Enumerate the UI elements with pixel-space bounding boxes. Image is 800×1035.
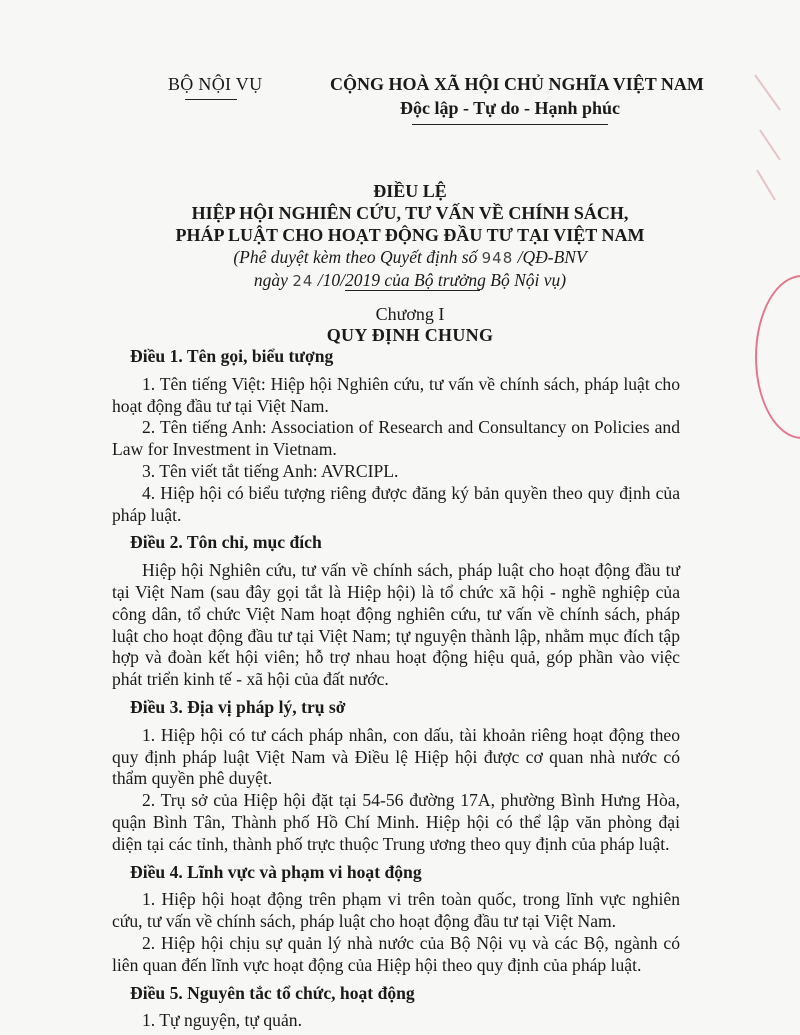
document-body [112,346,680,1032]
article-4-title: Điều 4. Lĩnh vực và phạm vi hoạt động [130,861,422,882]
date-suffix: /10/2019 của Bộ trưởng Bộ Nội vụ) [317,270,567,290]
title-underline [345,290,480,291]
article-2-title: Điều 2. Tôn chỉ, mục đích [130,532,322,553]
approval-day: 24 [292,272,314,290]
motto-underline [412,124,608,125]
date-prefix: ngày [253,270,288,290]
article-1-title: Điều 1. Tên gọi, biểu tượng [130,346,334,366]
margin-stamp-mark [745,70,785,220]
approval-date-line [130,269,690,292]
document-title-line-1: HIỆP HỘI NGHIÊN CỨU, TƯ VẤN VỀ CHÍNH SÁCH, [191,203,629,223]
chapter-heading [130,304,690,346]
article-5-title: Điều 5. Nguyên tắc tổ chức, hoạt động [130,982,415,1003]
article-4-clause-2: 2. Hiệp hội chịu sự quản lý nhà nước của Bộ Nội vụ và các Bộ, ngành có liên quan đến lĩnh vực hoạt động của Hiệp hội theo quy định của pháp luật. [112,932,680,975]
approval-line [130,246,690,269]
article-1-clause-3: 3. Tên viết tắt tiếng Anh: AVRCIPL. [142,460,399,481]
approval-suffix: /QĐ-BNV [517,247,587,267]
national-motto: Độc lập - Tự do - Hạnh phúc [400,98,621,118]
article-1-clause-1: 1. Tên tiếng Việt: Hiệp hội Nghiên cứu, tư vấn về chính sách, pháp luật cho hoạt động đầu tư tại Việt Nam. [112,373,680,416]
national-title: CỘNG HOÀ XÃ HỘI CHỦ NGHĨA VIỆT NAM [330,74,704,94]
article-1-clause-2: 2. Tên tiếng Anh: Association of Research and Consultancy on Policies and Law for Investment in Vietnam. [112,417,680,460]
document-title-block [130,180,690,292]
article-2-text: Hiệp hội Nghiên cứu, tư vấn về chính sách, pháp luật cho hoạt động đầu tư tại Việt Nam (sau đây gọi tắt là Hiệp hội) là tổ chức xã hội - nghề nghiệp của công dân, tổ chức Việt Nam hoạt động nghiên cứu, tư vấn về chính sách, pháp luật cho hoạt động đầu tư tại Việt Nam; tự nguyện thành lập, nhằm mục đích tập hợp và đoàn kết hội viên; hỗ trợ nhau hoạt động hiệu quả, góp phần vào việc phát triển kinh tế - xã hội của đất nước. [112,560,680,690]
approval-prefix: (Phê duyệt kèm theo Quyết định số [233,247,478,267]
chapter-label: Chương I [375,304,445,324]
agency-underline [185,99,237,100]
document-type: ĐIỀU LỆ [373,181,447,201]
article-4-clause-1: 1. Hiệp hội hoạt động trên phạm vi trên toàn quốc, trong lĩnh vực nghiên cứu, tư vấn về chính sách, pháp luật cho hoạt động đầu tư tại Việt Nam. [112,889,680,932]
document-title-line-2: PHÁP LUẬT CHO HOẠT ĐỘNG ĐẦU TƯ TẠI VIỆT NAM [175,225,645,245]
official-seal [755,275,800,439]
chapter-title: QUY ĐỊNH CHUNG [326,325,494,345]
article-5-clause-1: 1. Tự nguyện, tự quản. [142,1010,302,1031]
decision-number: 948 [481,249,514,267]
article-3-clause-2: 2. Trụ sở của Hiệp hội đặt tại 54-56 đường 17A, phường Bình Hưng Hòa, quận Bình Tân, Thành phố Hồ Chí Minh. Hiệp hội có thể lập văn phòng đại diện tại các tỉnh, thành phố trực thuộc Trung ương theo quy định của pháp luật. [112,790,680,854]
article-3-clause-1: 1. Hiệp hội có tư cách pháp nhân, con dấu, tài khoản riêng hoạt động theo quy định pháp luật Việt Nam và Điều lệ Hiệp hội được cơ quan nhà nước có thẩm quyền phê duyệt. [112,724,680,789]
article-3-title: Điều 3. Địa vị pháp lý, trụ sở [130,696,346,717]
article-1-clause-4: 4. Hiệp hội có biểu tượng riêng được đăng ký bản quyền theo quy định của pháp luật. [112,482,680,525]
issuing-agency: BỘ NỘI VỤ [168,74,263,94]
